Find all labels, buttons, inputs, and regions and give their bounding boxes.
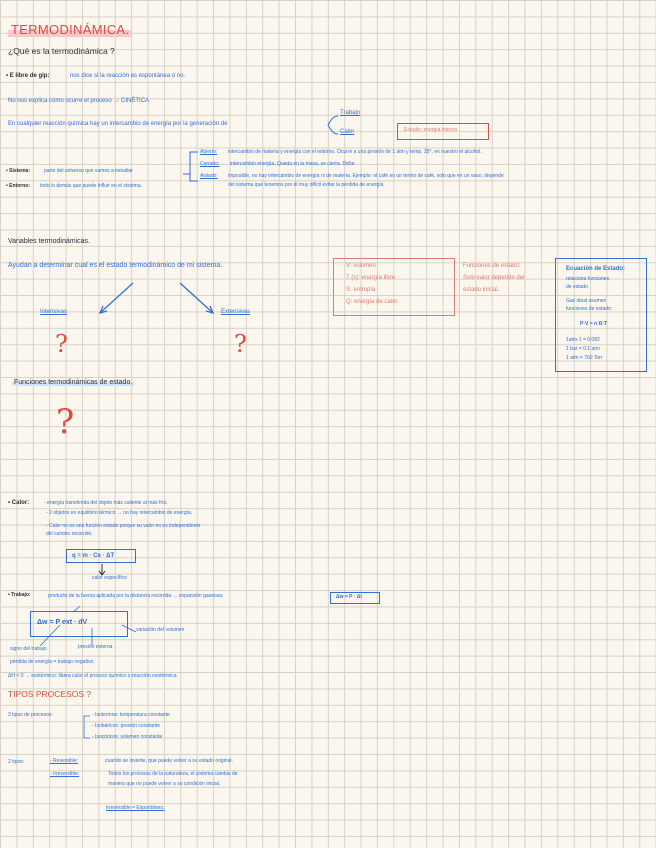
irreversible-equals-spontaneous: Irreversible = Espontáneo.: [106, 805, 165, 811]
process-item: - Isobáricos: presión constante: [92, 723, 161, 729]
intensivas-label: Intensivas: [40, 309, 68, 315]
equation-line: de estado: [566, 284, 588, 290]
equation-line: funciones de estado:: [566, 306, 613, 312]
calor-label: • Calor:: [8, 500, 30, 506]
pink-note-box: [397, 123, 489, 140]
pink-state-line: S: entropía: [346, 287, 376, 293]
pink-state-line: V: volumen: [346, 263, 376, 269]
processes-intro: 3 tipos de procesos:: [8, 712, 53, 718]
pink-functions-note: estado inicial.: [463, 287, 500, 293]
reversible-text: cuando se invierte, que puede volver a su estado original.: [105, 758, 233, 764]
question-mark-functions: ?: [56, 402, 75, 442]
equation-line: 1atm·1 = 0.082: [566, 337, 600, 343]
type-text-aislado-cont: del sistema que tenemos por él muy difícil evitar la pérdida de energía.: [228, 182, 385, 188]
irreversible-text: Todos los procesos de la naturaleza, el sistema cambia de: [108, 771, 238, 777]
trabajo-text: producto de la fuerza aplicada por la distancia recorrida → expansión gaseosa:: [48, 593, 224, 599]
blue-equation-box: [555, 258, 647, 372]
process-item: - Isotermos: temperatura constante: [92, 712, 170, 718]
irreversible-text-cont: manera que no puede volver a su condición inicial.: [108, 781, 221, 787]
processes-heading: TIPOS PROCESOS ?: [8, 689, 92, 699]
types-intro: 2 tipos:: [8, 759, 25, 765]
pink-state-line: T (s): energía libre: [346, 275, 395, 281]
pink-state-box: [333, 258, 455, 316]
specific-heat-note: calor específico: [92, 575, 127, 581]
equation-line: P·V = n·R·T: [580, 321, 608, 327]
functions-heading: [12, 379, 134, 387]
type-text-cerrado: intercambio energía. Queda en la masa, se cierra. Debe: [230, 161, 355, 167]
equation-line: Gas ideal asumen: [566, 298, 607, 304]
sistema-text: parte del universo que vamos a estudiar: [44, 168, 133, 174]
sistema-label: • Sistema:: [6, 168, 30, 174]
gibbs-label: • E libre de gip:: [6, 73, 50, 79]
equation-line: 1 atm = 760 Torr: [566, 355, 603, 361]
page-title: TERMODINÁMICA.: [8, 22, 132, 37]
process-item: - Isocóricos: volumen constante: [92, 734, 163, 740]
trabajo-label: • Trabajo:: [8, 592, 31, 598]
type-text-aislado: imposible, no hay intercambio de energía ni de materia. Ejemplo: el café en un termo de café, solo que en un vaso, depende: [228, 173, 504, 179]
question-mark-intensivas: ?: [55, 330, 68, 358]
work-formula: Δw = P ext · dV: [37, 619, 88, 626]
pink-state-line: Q: energía de calor: [346, 299, 398, 305]
enthalpy-line: ΔH < 0 → exotérmico: libera calor el proceso químico o reacción exotérmica.: [8, 673, 178, 679]
heat-formula-box: [66, 549, 136, 563]
trabajo-formula: Δw = P · Δl: [336, 594, 362, 600]
energy-exchange-line: En cualquier reacción química hay un intercambio de energía por la generación de: [8, 121, 228, 127]
branch-calor: Calor: [340, 129, 355, 135]
gibbs-text: nos dice si la reacción es espontánea o no.: [70, 73, 186, 79]
branch-trabajo: Trabajo: [340, 110, 361, 116]
variables-subtitle: Ayudan a determinar cual es el estado termodinámico de mi sistema.: [8, 262, 223, 269]
calor-line: - energía transferida del objeto más caliente al más frío.: [44, 500, 168, 506]
annotation-work-sign: signo del trabajo: [10, 646, 47, 652]
extensivas-label: Extensivas: [221, 309, 251, 315]
entorno-text: todo lo demás que puede influir en el sistema.: [40, 183, 143, 189]
calor-line: - 2 objetos en equilibrio térmico → no hay intercambio de energía.: [46, 510, 193, 516]
annotation-volume-variation: variación del volumen: [136, 627, 185, 633]
functions-heading-text: Funciones termodinámicas de estado.: [14, 379, 133, 386]
reversible-label: - Reversible:: [50, 758, 79, 764]
type-label-abierto: Abierto:: [200, 149, 218, 155]
type-label-cerrado: Cerrado:: [200, 161, 220, 167]
equation-line: 1 bar = 0.1 atm: [566, 346, 600, 352]
annotation-external-pressure: presión externa: [78, 644, 113, 650]
entorno-label: • Entorno:: [6, 183, 30, 189]
heat-formula: q = m · Ce · ΔT: [72, 553, 115, 559]
calor-line: - Calor no es una función estado porque su valor no es independiente: [46, 523, 201, 529]
pink-note-text: Estudio: energía interna: [404, 127, 458, 133]
calor-line: del camino recorrido.: [46, 531, 93, 537]
annotation-negative-work: pérdida de energía = trabajo negativo.: [10, 659, 95, 665]
type-text-abierto: intercambio de materia y energía con el entorno. Ocurre a una presión de 1 atm y temp. 25°, en nuestro el alcohol.: [228, 149, 482, 155]
irreversible-label: - Irreversible:: [50, 771, 80, 777]
variables-heading: Variables termodinámicas.: [8, 238, 90, 245]
work-formula-box: [30, 611, 128, 637]
question-mark-extensivas: ?: [234, 330, 247, 358]
pink-functions-note: Funciones de estado:: [463, 263, 521, 269]
pink-functions-note: Solo valor depende del: [463, 275, 525, 281]
kinetics-line: No nos explica cómo ocurre el proceso → CINÉTICA: [8, 98, 150, 104]
section-question: ¿Qué es la termodinámica ?: [8, 46, 115, 56]
type-label-aislado: Aislado:: [200, 173, 218, 179]
equation-line: relaciona funciones: [566, 276, 610, 282]
equation-line: Ecuación de Estado:: [566, 266, 626, 272]
trabajo-formula-box: [330, 592, 380, 604]
